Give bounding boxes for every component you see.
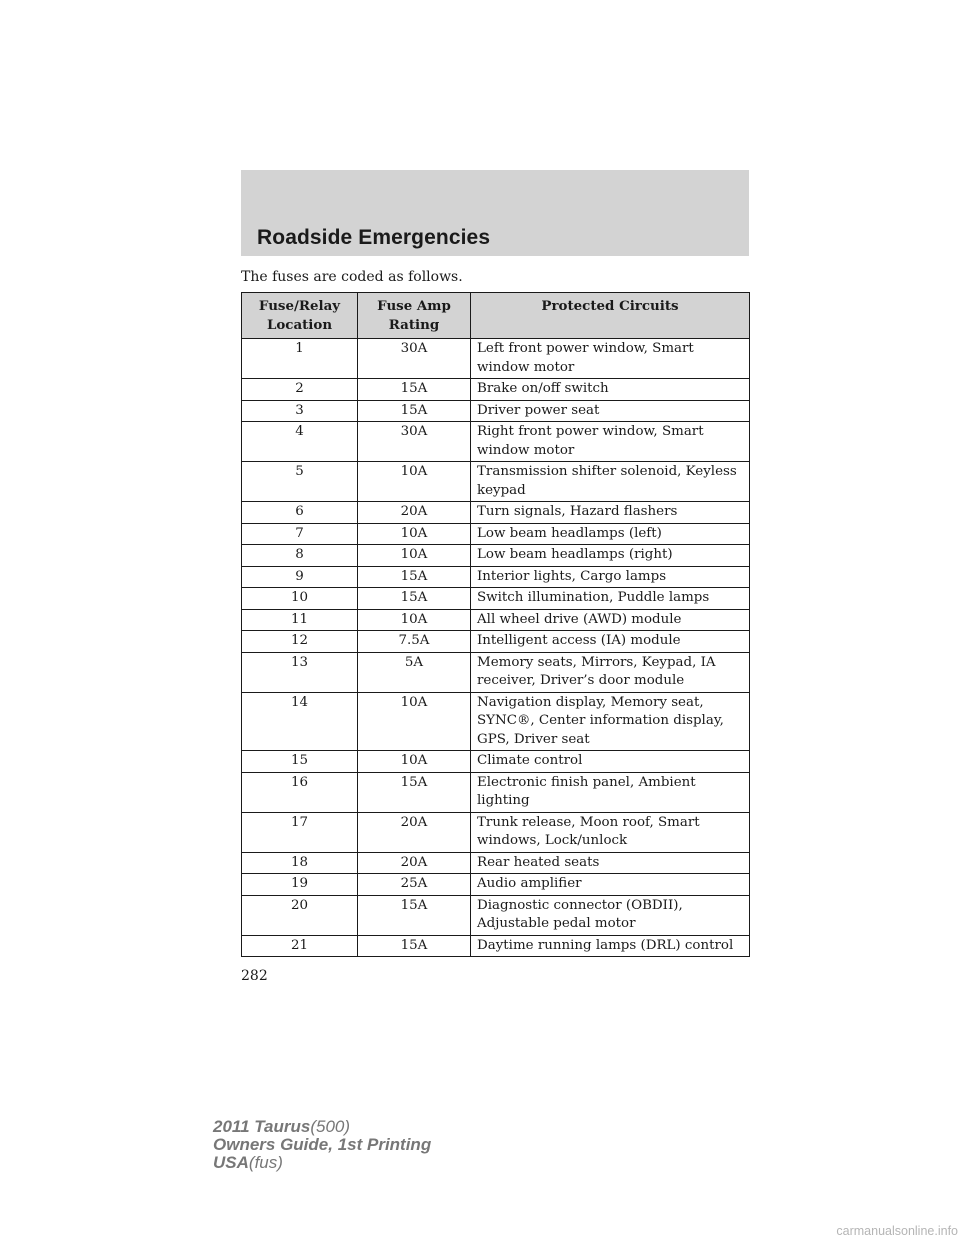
footer-line-3 [213,1154,431,1172]
header-row [242,293,750,339]
fuse-rating-cell: 15A [358,400,471,422]
footer-model-code: (500) [310,1117,351,1136]
fuse-location-cell: 15 [242,751,358,773]
protected-circuits-cell [471,609,750,631]
fuse-rating-cell: 15A [358,895,471,935]
fuse-location-cell: 13 [242,652,358,692]
fuse-location-cell: 16 [242,772,358,812]
header-location-line2: Location [266,316,333,333]
protected-circuits-cell [471,874,750,896]
fuse-rating-cell: 20A [358,502,471,524]
fuse-rating-cell: 30A [358,422,471,462]
protected-circuits-cell [471,400,750,422]
table-row [242,751,750,773]
circuit-line: Turn signals, Hazard flashers [477,504,678,519]
circuit-line: Interior lights, Cargo lamps [477,568,667,584]
circuit-line: receiver, Driver’s door module [477,673,685,688]
table-row [242,588,750,610]
fuse-location-cell: 20 [242,895,358,935]
circuit-line: Driver power seat [477,402,600,418]
protected-circuits-cell [471,339,750,379]
fuse-rating-cell: 10A [358,523,471,545]
protected-circuits-cell [471,652,750,692]
fuse-location-cell: 19 [242,874,358,896]
footer-model: 2011 Taurus [213,1117,311,1136]
fuse-rating-cell: 20A [358,812,471,852]
table-row [242,772,750,812]
table-row [242,545,750,567]
protected-circuits-cell [471,588,750,610]
watermark: carmanualsonline.info [836,1224,958,1238]
table-row [242,874,750,896]
fuse-location-cell: 3 [242,400,358,422]
fuse-rating-cell: 15A [358,935,471,957]
protected-circuits-cell [471,502,750,524]
circuit-line: Transmission shifter solenoid, Keyless [477,464,737,479]
circuit-line: Low beam headlamps (left) [477,525,662,541]
print-footer [213,1118,431,1172]
protected-circuits-cell [471,422,750,462]
fuse-rating-cell: 20A [358,852,471,874]
table-row [242,566,750,588]
table-row [242,692,750,751]
circuit-line: Brake on/off switch [477,381,609,396]
fuse-location-cell: 2 [242,379,358,401]
fuse-location-cell: 14 [242,692,358,751]
table-row [242,400,750,422]
fuse-location-cell: 10 [242,588,358,610]
circuit-line: Climate control [477,753,583,768]
fuse-rating-cell: 15A [358,379,471,401]
protected-circuits-cell [471,379,750,401]
fuse-location-cell: 4 [242,422,358,462]
fuse-table-header [242,293,750,339]
footer-market-code: (fus) [248,1153,283,1172]
fuse-rating-cell: 10A [358,751,471,773]
fuse-rating-cell: 30A [358,339,471,379]
header-location [242,293,358,339]
fuse-rating-cell: 10A [358,545,471,567]
table-row [242,935,750,957]
fuse-location-cell: 11 [242,609,358,631]
fuse-location-cell: 9 [242,566,358,588]
section-header [241,170,749,256]
protected-circuits-cell [471,772,750,812]
fuse-table [241,292,750,957]
fuse-table-body [242,339,750,957]
section-title: Roadside Emergencies [257,226,491,249]
table-row [242,812,750,852]
circuit-line: Electronic finish panel, Ambient [477,774,696,790]
circuit-line: Navigation display, Memory seat, [477,694,704,710]
circuit-line: window motor [477,359,575,375]
fuse-location-cell: 21 [242,935,358,957]
protected-circuits-cell [471,462,750,502]
circuit-line: Left front power window, Smart [477,341,694,356]
header-rating-line2: Rating [388,316,440,333]
circuit-line: lighting [477,793,530,808]
footer-market: USA [213,1153,249,1172]
protected-circuits-cell [471,852,750,874]
fuse-location-cell: 18 [242,852,358,874]
protected-circuits-cell [471,692,750,751]
circuit-line: Switch illumination, Puddle lamps [477,590,710,605]
fuse-location-cell: 5 [242,462,358,502]
protected-circuits-cell [471,545,750,567]
intro-text: The fuses are coded as follows. [241,269,463,285]
table-row [242,339,750,379]
fuse-location-cell: 8 [242,545,358,567]
fuse-location-cell: 1 [242,339,358,379]
circuit-line: All wheel drive (AWD) module [477,611,682,627]
circuit-line: Low beam headlamps (right) [477,547,673,562]
fuse-location-cell: 17 [242,812,358,852]
fuse-rating-cell: 5A [358,652,471,692]
protected-circuits-cell [471,523,750,545]
circuit-line: Right front power window, Smart [477,424,704,439]
protected-circuits-cell [471,751,750,773]
table-row [242,895,750,935]
circuit-line: Memory seats, Mirrors, Keypad, IA [477,654,716,670]
circuit-line: Trunk release, Moon roof, Smart [477,814,700,830]
circuit-line: Rear heated seats [477,854,600,870]
header-rating-line1: Fuse Amp [377,298,451,314]
circuit-line: Audio amplifier [477,876,582,891]
fuse-rating-cell: 25A [358,874,471,896]
header-location-line1: Fuse/Relay [258,298,341,314]
header-rating [358,293,471,339]
fuse-rating-cell: 15A [358,772,471,812]
circuit-line: GPS, Driver seat [477,731,590,747]
table-row [242,609,750,631]
circuit-line: Daytime running lamps (DRL) control [477,937,734,953]
fuse-location-cell: 12 [242,631,358,653]
table-row [242,652,750,692]
fuse-rating-cell: 15A [358,588,471,610]
circuit-line: Intelligent access (IA) module [477,633,681,648]
circuit-line: window motor [477,442,575,458]
footer-line-1 [213,1118,431,1136]
fuse-rating-cell: 10A [358,609,471,631]
table-row [242,462,750,502]
protected-circuits-cell [471,812,750,852]
table-row [242,523,750,545]
fuse-rating-cell: 15A [358,566,471,588]
fuse-location-cell: 7 [242,523,358,545]
table-row [242,379,750,401]
fuse-rating-cell: 10A [358,692,471,751]
header-circuits: Protected Circuits [471,293,750,339]
circuit-line: keypad [477,482,526,498]
table-row [242,852,750,874]
protected-circuits-cell [471,566,750,588]
table-row [242,422,750,462]
protected-circuits-cell [471,631,750,653]
fuse-rating-cell: 10A [358,462,471,502]
fuse-rating-cell: 7.5A [358,631,471,653]
table-row [242,502,750,524]
table-row [242,631,750,653]
circuit-line: Adjustable pedal motor [477,916,636,931]
protected-circuits-cell [471,935,750,957]
circuit-line: SYNC®, Center information display, [477,713,724,728]
circuit-line: Diagnostic connector (OBDII), [477,897,683,913]
fuse-location-cell: 6 [242,502,358,524]
page-number: 282 [241,968,268,984]
circuit-line: windows, Lock/unlock [477,833,628,848]
protected-circuits-cell [471,895,750,935]
footer-line-2: Owners Guide, 1st Printing [213,1135,432,1154]
